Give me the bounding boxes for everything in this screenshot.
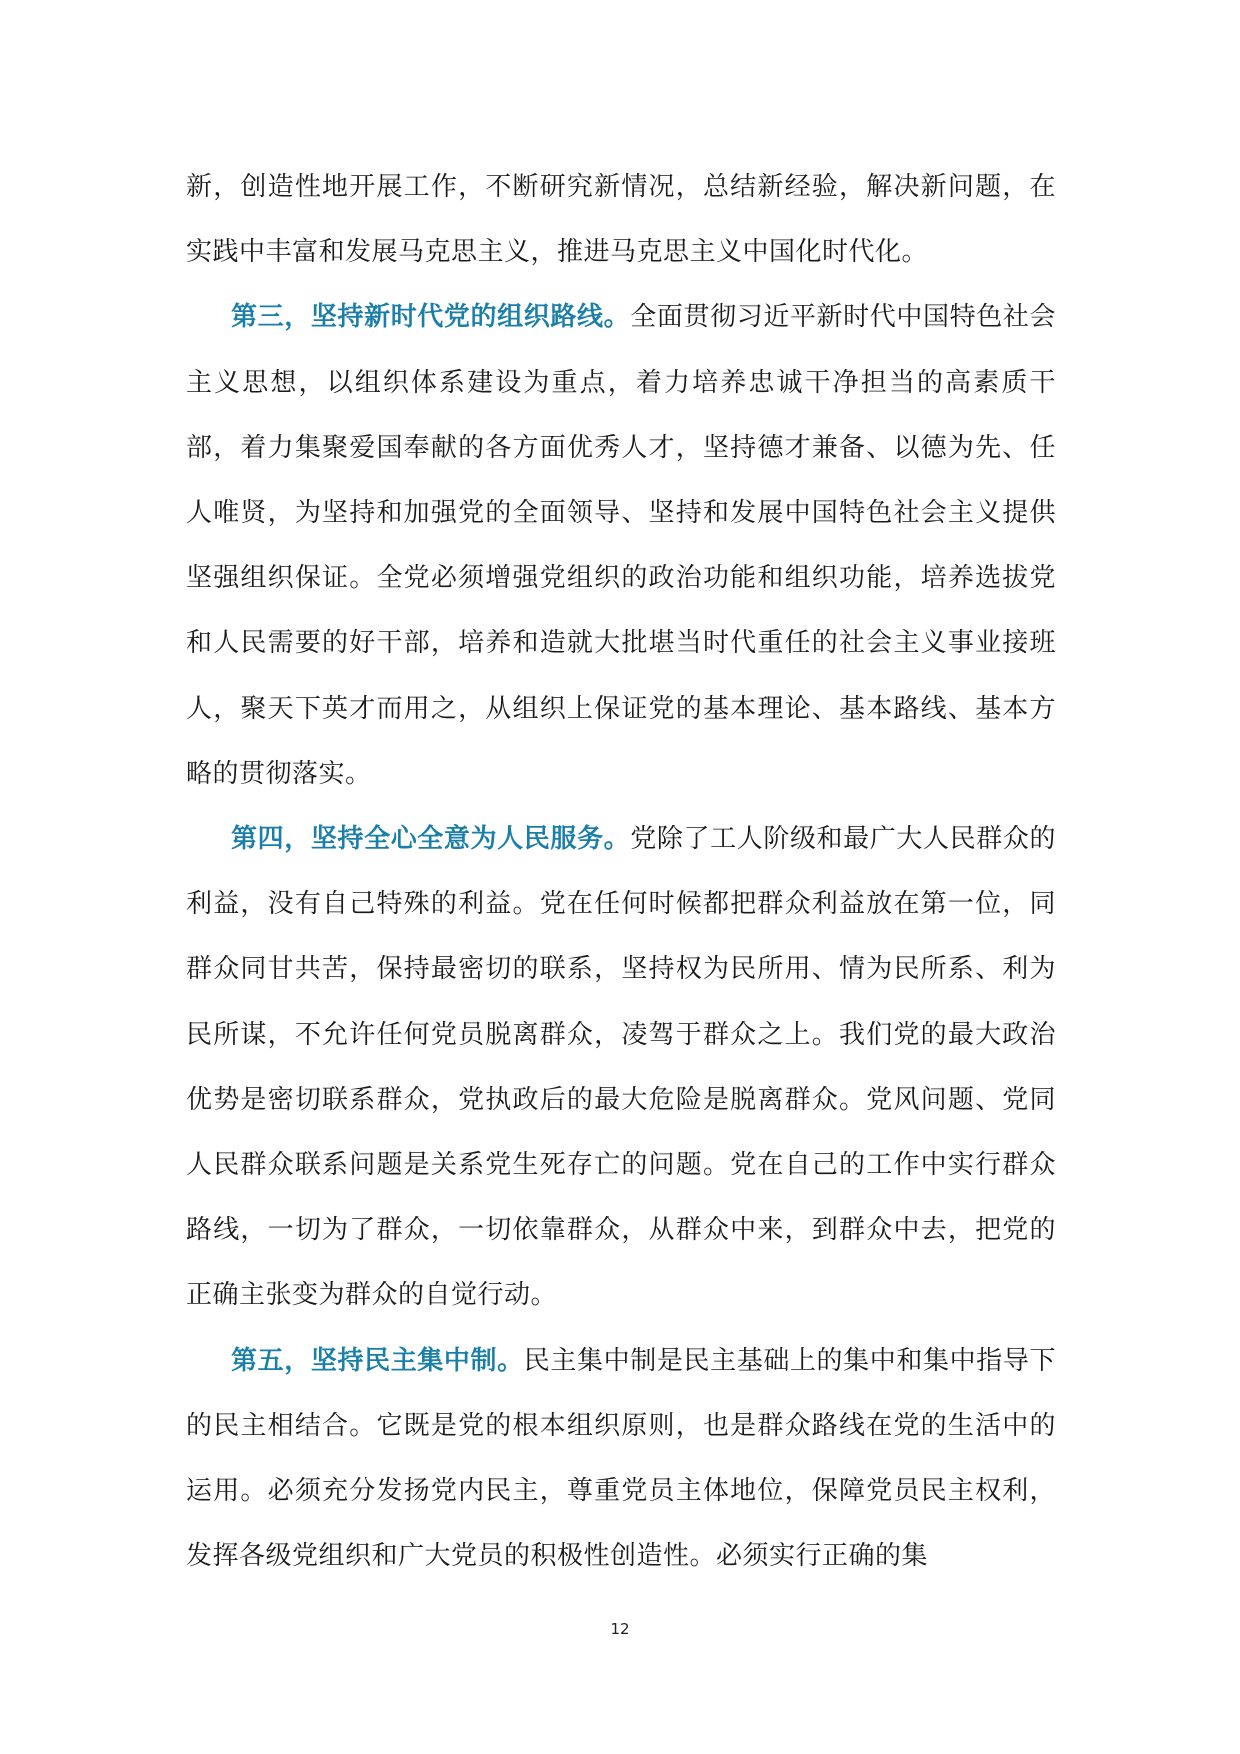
paragraph-body: 全面贯彻习近平新时代中国特色社会主义思想，以组织体系建设为重点，着力培养忠诚干净担当的高素质干部，着力集聚爱国奉献的各方面优秀人才，坚持德才兼备、以德为先、任人唯贤，为坚持和加强党的全面领导、坚持和发展中国特色社会主义提供坚强组织保证。全党必须增强党组织的政治功能和组织功能，培养选拔党和人民需要的好干部，培养和造就大批堪当时代重任的社会主义事业接班人，聚天下英才而用之，从组织上保证党的基本理论、基本路线、基本方略的贯彻落实。 (186, 302, 1056, 789)
paragraph-heading: 第五，坚持民主集中制。 (231, 1345, 524, 1376)
body-text (186, 155, 1056, 1589)
paragraph-body: 新，创造性地开展工作，不断研究新情况，总结新经验，解决新问题，在实践中丰富和发展马克思主义，推进马克思主义中国化时代化。 (186, 172, 1056, 268)
paragraph-third (186, 285, 1056, 807)
paragraph-continuation (186, 155, 1056, 285)
paragraph-body: 党除了工人阶级和最广大人民群众的利益，没有自己特殊的利益。党在任何时候都把群众利益放在第一位，同群众同甘共苦，保持最密切的联系，坚持权为民所用、情为民所系、利为民所谋，不允许任何党员脱离群众，凌驾于群众之上。我们党的最大政治优势是密切联系群众，党执政后的最大危险是脱离群众。党风问题、党同人民群众联系问题是关系党生死存亡的问题。党在自己的工作中实行群众路线，一切为了群众，一切依靠群众，从群众中来，到群众中去，把党的正确主张变为群众的自觉行动。 (186, 824, 1056, 1311)
paragraph-heading: 第三，坚持新时代党的组织路线。 (231, 302, 631, 333)
paragraph-heading: 第四，坚持全心全意为人民服务。 (231, 824, 631, 855)
page-number: 12 (610, 1620, 630, 1638)
paragraph-fourth (186, 807, 1056, 1329)
paragraph-body: 民主集中制是民主基础上的集中和集中指导下的民主相结合。它既是党的根本组织原则，也是群众路线在党的生活中的运用。必须充分发扬党内民主，尊重党员主体地位，保障党员民主权利，发挥各级党组织和广大党员的积极性创造性。必须实行正确的集 (186, 1345, 1056, 1572)
paragraph-fifth (186, 1329, 1056, 1590)
